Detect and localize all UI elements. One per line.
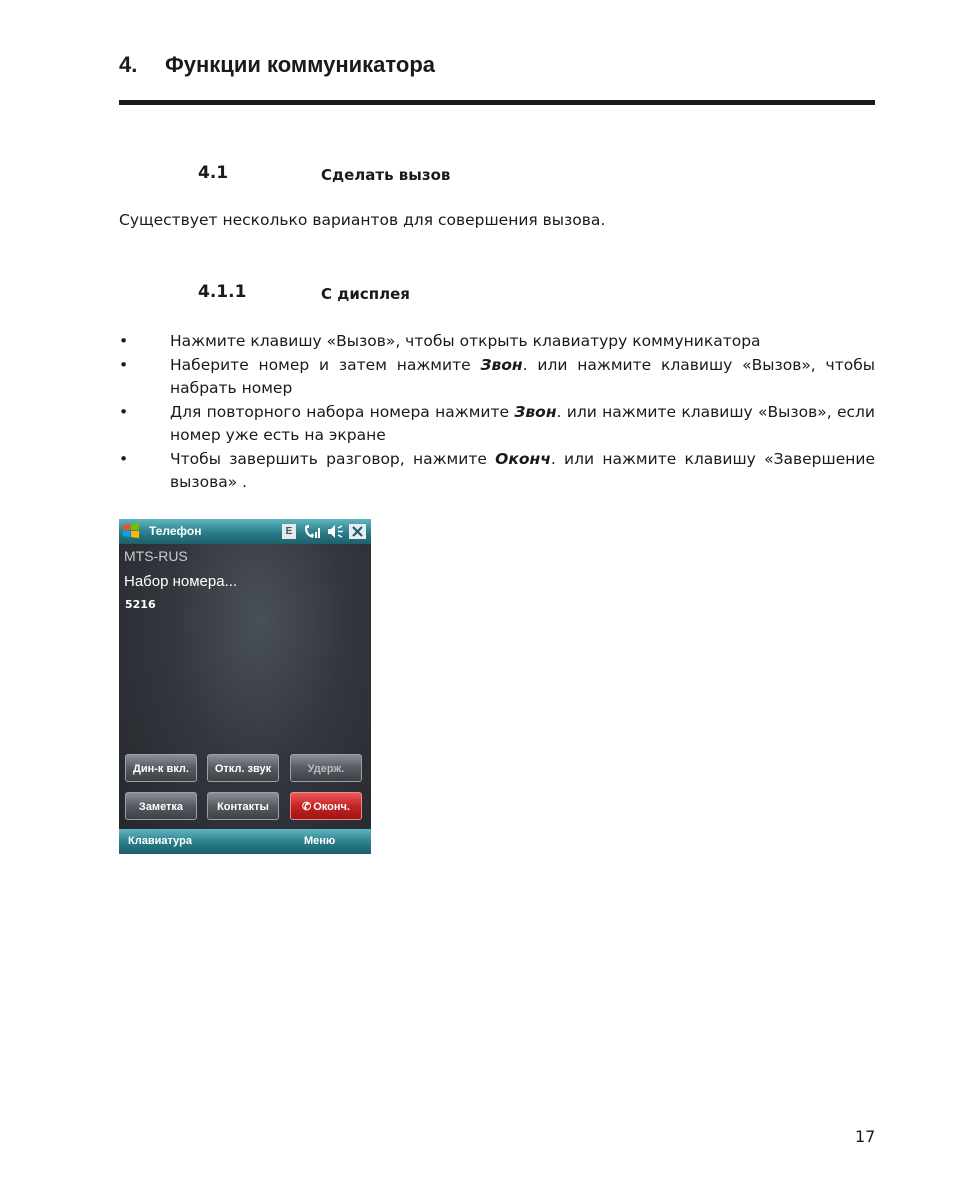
operator-name: MTS-RUS: [124, 548, 188, 564]
softkey-keypad[interactable]: Клавиатура: [128, 835, 192, 847]
page-number: 17: [855, 1127, 876, 1146]
bullet-marker: •: [119, 332, 129, 350]
dialed-number: 5216: [125, 598, 156, 611]
bullet-marker: •: [119, 356, 129, 374]
contacts-button[interactable]: Контакты: [207, 792, 279, 820]
signal-icon[interactable]: [303, 524, 321, 539]
phone-handset-icon: ✆: [302, 801, 312, 813]
bullet-marker: •: [119, 450, 129, 468]
heading-rule: [119, 100, 875, 105]
phone-title-bar: [119, 519, 371, 544]
soft-key-name: Звон: [480, 356, 523, 374]
soft-key-bar: [119, 829, 371, 854]
note-button[interactable]: Заметка: [125, 792, 197, 820]
subsection-number: 4.1.1: [198, 282, 247, 302]
hold-button[interactable]: Удерж.: [290, 754, 362, 782]
chapter-number: 4.: [119, 52, 138, 77]
chapter-title: Функции коммуникатора: [165, 52, 436, 77]
list-item: • Чтобы завершить разговор, нажмите Оконч. или нажмите клавишу «Завершение вызова» .: [119, 450, 875, 491]
soft-key-name: Оконч: [495, 450, 551, 468]
section-title: Сделать вызов: [321, 166, 451, 184]
bullet-marker: •: [119, 403, 129, 421]
volume-icon[interactable]: [327, 524, 345, 539]
end-call-label: Оконч.: [313, 801, 350, 813]
speaker-button[interactable]: Дин-к вкл.: [125, 754, 197, 782]
softkey-menu[interactable]: Меню: [304, 835, 336, 847]
subsection-title: С дисплея: [321, 285, 410, 303]
list-item: • Наберите номер и затем нажмите Звон. или нажмите клавишу «Вызов», чтобы набрать номер: [119, 356, 876, 397]
section-number: 4.1: [198, 163, 229, 183]
phone-app-title: Телефон: [149, 524, 202, 538]
windows-start-icon[interactable]: [122, 522, 140, 540]
call-status: Набор номера...: [124, 573, 238, 590]
intro-paragraph: Существует несколько вариантов для совершения вызова.: [119, 211, 606, 229]
phone-screenshot: [119, 519, 371, 854]
list-item: • Для повторного набора номера нажмите Звон. или нажмите клавишу «Вызов», если номер уже есть на экране: [119, 403, 875, 444]
instruction-list: [119, 330, 875, 495]
end-call-button[interactable]: [290, 792, 362, 820]
mute-button[interactable]: Откл. звук: [207, 754, 279, 782]
close-icon[interactable]: [349, 524, 366, 539]
soft-key-name: Звон: [514, 403, 557, 421]
chapter-heading: [119, 52, 435, 78]
list-item: • Нажмите клавишу «Вызов», чтобы открыть клавиатуру коммуникатора: [119, 330, 875, 353]
network-e-icon: E: [282, 524, 296, 539]
